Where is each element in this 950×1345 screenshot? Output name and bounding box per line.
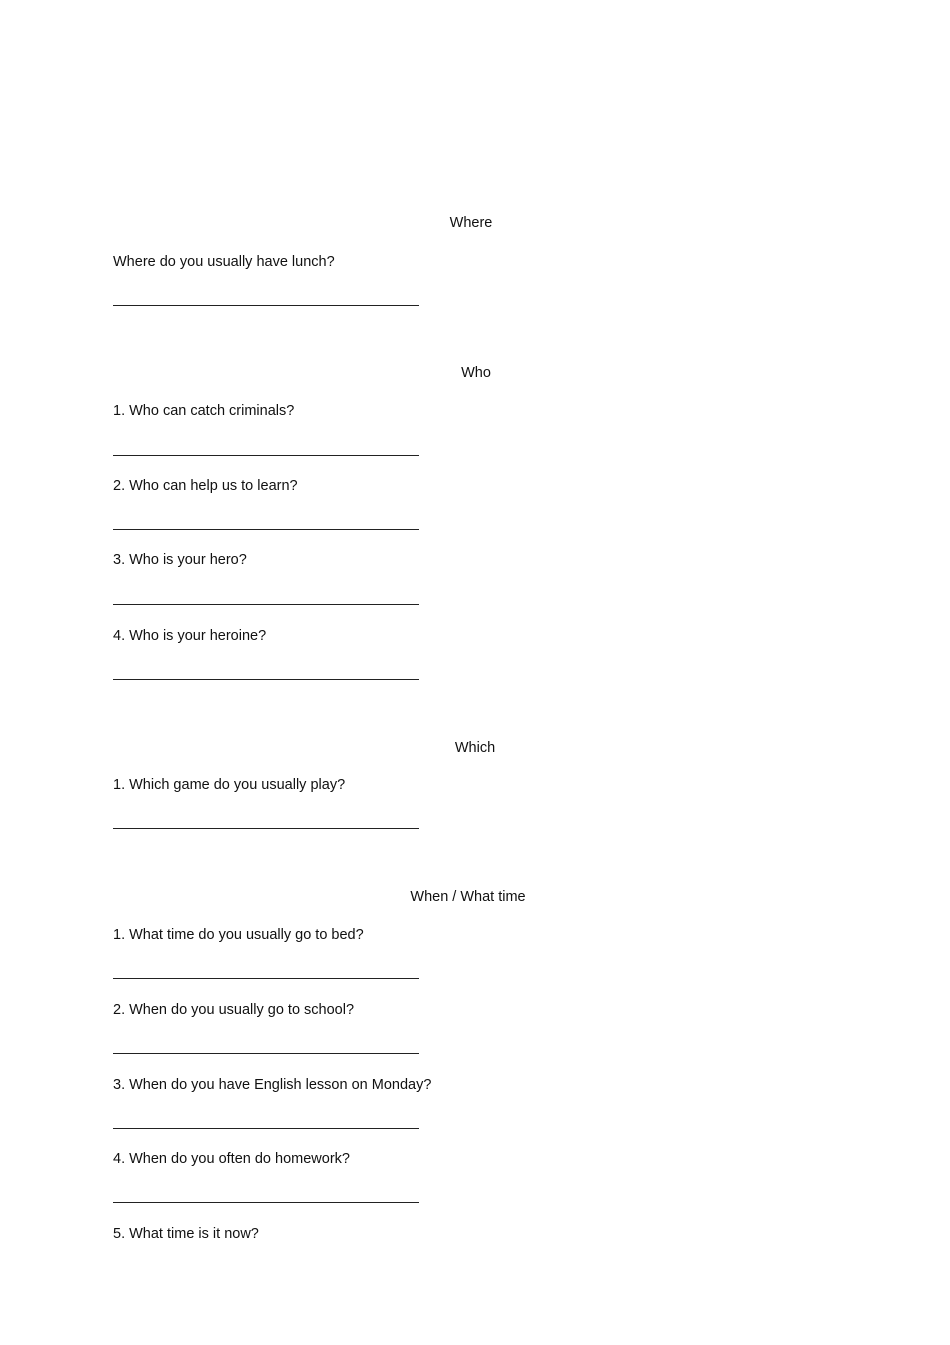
answer-line[interactable]	[113, 828, 419, 829]
question-who-2: 2. Who can help us to learn?	[113, 478, 298, 494]
question-where-1: Where do you usually have lunch?	[113, 254, 335, 270]
question-who-3: 3. Who is your hero?	[113, 552, 247, 568]
section-heading-where: Where	[449, 215, 493, 231]
question-when-3: 3. When do you have English lesson on Monday?	[113, 1077, 432, 1093]
answer-line[interactable]	[113, 604, 419, 605]
answer-line[interactable]	[113, 1202, 419, 1203]
answer-line[interactable]	[113, 455, 419, 456]
answer-line[interactable]	[113, 1128, 419, 1129]
question-when-4: 4. When do you often do homework?	[113, 1151, 350, 1167]
section-heading-who: Who	[461, 365, 491, 381]
question-which-1: 1. Which game do you usually play?	[113, 777, 346, 793]
section-heading-when: When / What time	[410, 889, 526, 905]
question-when-1: 1. What time do you usually go to bed?	[113, 927, 364, 943]
question-who-4: 4. Who is your heroine?	[113, 628, 267, 644]
answer-line[interactable]	[113, 529, 419, 530]
section-heading-which: Which	[454, 740, 496, 756]
answer-line[interactable]	[113, 1053, 419, 1054]
question-when-2: 2. When do you usually go to school?	[113, 1002, 355, 1018]
question-who-1: 1. Who can catch criminals?	[113, 403, 295, 419]
question-when-5: 5. What time is it now?	[113, 1226, 259, 1242]
answer-line[interactable]	[113, 679, 419, 680]
answer-line[interactable]	[113, 978, 419, 979]
answer-line[interactable]	[113, 305, 419, 306]
